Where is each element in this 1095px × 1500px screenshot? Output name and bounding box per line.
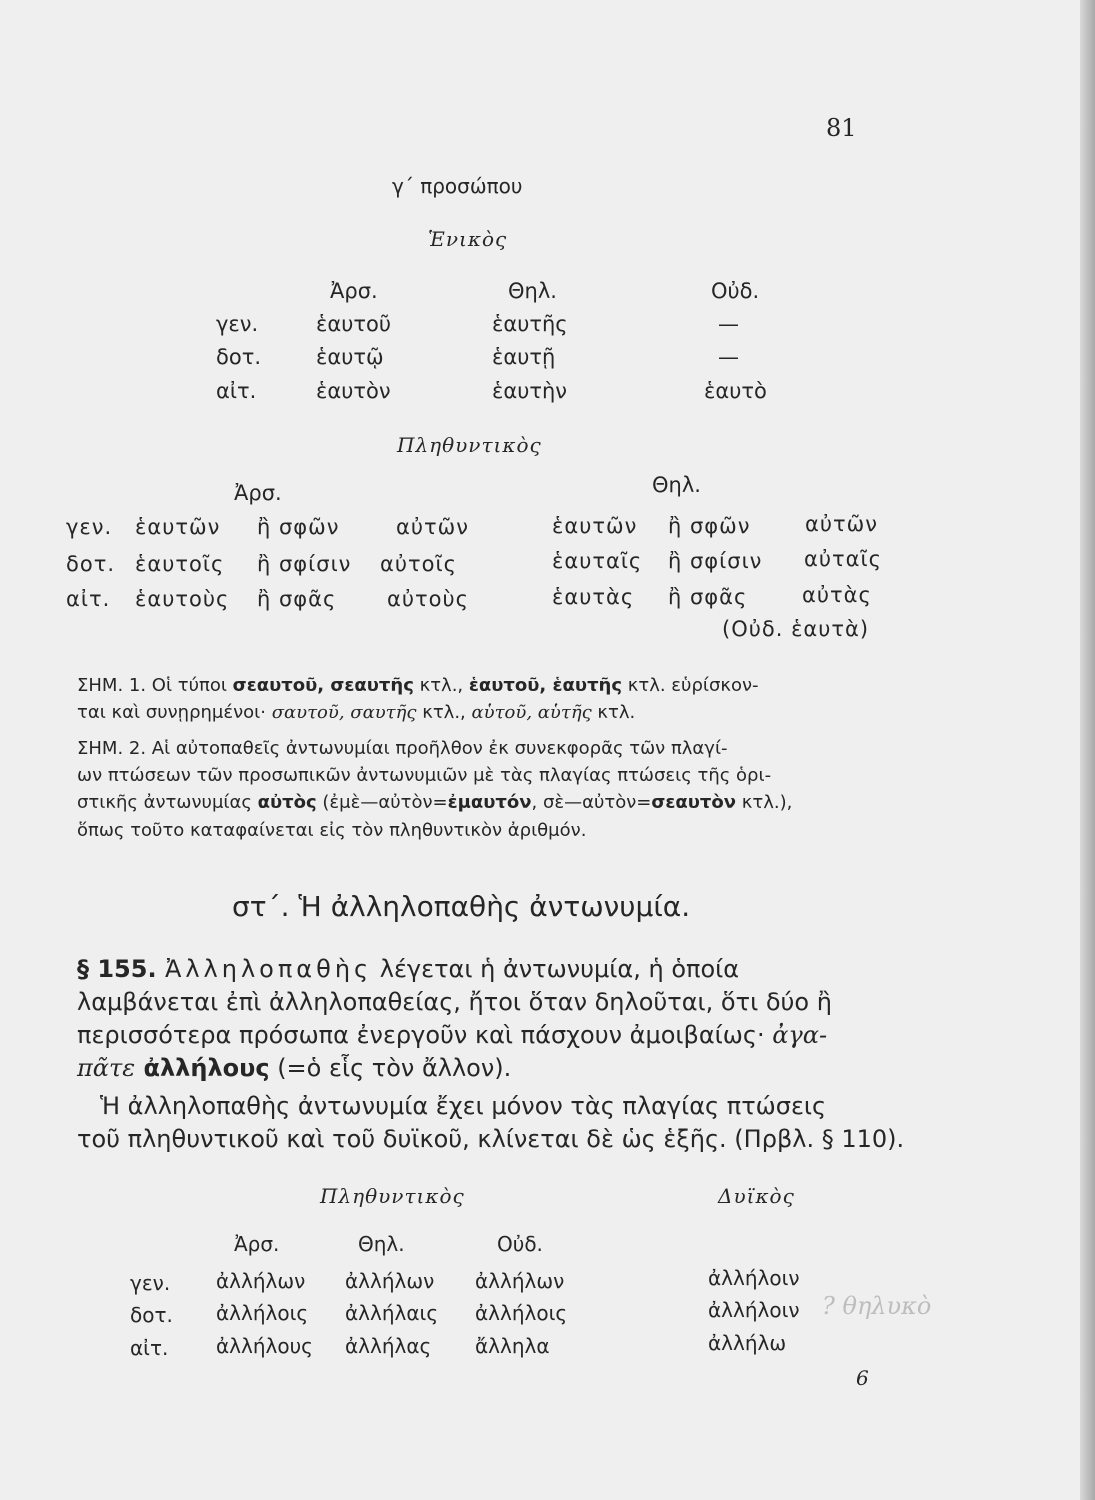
table-cell: ἢ σφᾶς [668,585,748,609]
case-label: αἰτ. [66,587,111,611]
table-cell: ἢ σφῶν [257,515,340,539]
table-cell: αὐτοῖς [380,552,457,576]
table-cell: αὐτὰς [802,583,872,607]
paragraph-155-line-1: § 155. Ἀλληλοπαθὴς λέγεται ἡ ἀντωνυμία, ἡ ὁποία [77,955,740,983]
table-cell: αὐτῶν [396,515,469,539]
table-cell: ἀλλήλοις [216,1301,309,1325]
case-label: δοτ. [66,552,116,576]
table-cell: — [718,345,739,369]
table-cell: αὐταῖς [804,547,882,571]
table-cell: αὐτοὺς [387,587,469,611]
paragraph-155-line-3: περισσότερα πρόσωπα ἐνεργοῦν καὶ πάσχουν ἀμοιβαίως· ἀγα- [77,1021,828,1049]
table-cell: ἀλλήλων [345,1269,435,1293]
table-cell: ἑαυτῇ [492,345,556,369]
page-edge [1080,0,1095,1500]
table-cell: ἢ σφίσιν [668,549,763,573]
table-cell: ἀλλήλαις [345,1301,439,1325]
table-cell: ἑαυτοῖς [135,552,225,576]
paragraph-2-line-2: τοῦ πληθυντικοῦ καὶ τοῦ δυϊκοῦ, κλίνεται δὲ ὡς ἑξῆς. (Πρβλ. § 110). [77,1125,905,1153]
table-cell: ἀλλήλων [216,1269,306,1293]
paragraph-2-line-1: Ἡ ἀλληλοπαθὴς ἀντωνυμία ἔχει μόνον τὰς πλαγίας πτώσεις [100,1092,827,1120]
table-cell: ἑαυτοὺς [135,587,230,611]
section-heading-reciprocal: στ΄. Ἡ ἀλληλοπαθὴς ἀντωνυμία. [232,890,691,923]
table-cell: ἄλληλα [475,1334,550,1358]
header-masculine: Ἀρσ. [330,279,378,303]
table-cell: ἑαυτὸν [316,379,391,403]
case-label: γεν. [216,312,259,336]
table-cell: ἑαυτῆς [492,312,568,336]
pencil-annotation: ? θηλυκὸ [822,1292,932,1320]
singular-title: Ἑνικὸς [428,227,508,251]
section-title-third-person: γ΄ προσώπου [392,174,523,198]
table-cell: — [718,312,739,336]
case-label: αἰτ. [216,379,257,403]
header-masculine-plural: Ἀρσ. [234,481,282,505]
header-feminine-plural: Θηλ. [652,473,701,497]
reciprocal-plural-title: Πληθυντικὸς [320,1184,465,1208]
header-feminine: Θηλ. [508,279,557,303]
page-number: 81 [826,114,857,142]
header-feminine: Θηλ. [358,1232,405,1256]
case-label: δοτ. [216,345,262,369]
table-cell: ἀλλήλω [708,1331,787,1355]
header-masculine: Ἀρσ. [234,1232,280,1256]
table-cell: ἑαυτὸ [704,379,767,403]
table-cell: ἑαυτὰς [552,585,635,609]
header-neuter: Οὐδ. [497,1232,543,1256]
note-2-line-4: ὅπως τοῦτο καταφαίνεται εἰς τὸν πληθυντικὸν ἀριθμόν. [77,820,587,841]
note-2-line-3: στικῆς ἀντωνυμίας αὐτὸς (ἐμὲ—αὐτὸν=ἐμαυτόν, σὲ—αὐτὸν=σεαυτὸν κτλ.), [77,792,793,813]
table-cell: ἢ σφίσιν [257,552,352,576]
paragraph-155-line-4: πᾶτε ἀλλήλους (=ὁ εἷς τὸν ἄλλον). [77,1054,512,1082]
neuter-note: (Οὐδ. ἑαυτὰ) [722,617,870,641]
table-cell: ἀλλήλοις [475,1301,568,1325]
table-cell: ἑαυτῷ [316,345,384,369]
plural-title: Πληθυντικὸς [397,433,542,457]
table-cell: ἀλλήλοιν [708,1266,800,1290]
table-cell: αὐτῶν [805,512,878,536]
note-1-line-1: ΣΗΜ. 1. Οἱ τύποι σεαυτοῦ, σεαυτῆς κτλ., ἑαυτοῦ, ἑαυτῆς κτλ. εὑρίσκον- [77,675,759,696]
header-neuter: Οὐδ. [711,279,760,303]
note-1-line-2: ται καὶ συνῃρημένοι· σαυτοῦ, σαυτῆς κτλ., αὑτοῦ, αὑτῆς κτλ. [77,702,636,723]
table-cell: ἀλλήλων [475,1269,565,1293]
table-cell: ἀλλήλοιν [708,1298,800,1322]
table-cell: ἀλλήλους [216,1334,313,1358]
note-2-line-2: ων πτώσεων τῶν προσωπικῶν ἀντωνυμιῶν μὲ τὰς πλαγίας πτώσεις τῆς ὁρι- [77,765,772,786]
table-cell: ἑαυτὴν [492,379,568,403]
paragraph-155-line-2: λαμβάνεται ἐπὶ ἀλληλοπαθείας, ἤτοι ὅταν δηλοῦται, ὅτι δύο ἢ [77,988,832,1016]
table-cell: ἢ σφᾶς [257,587,337,611]
table-cell: ἢ σφῶν [668,514,751,538]
note-2-line-1: ΣΗΜ. 2. Αἱ αὐτοπαθεῖς ἀντωνυμίαι προῆλθον ἐκ συνεκφορᾶς τῶν πλαγί- [77,738,728,759]
case-label: δοτ. [130,1303,173,1327]
signature-mark: 6 [856,1366,870,1390]
case-label: αἰτ. [130,1336,169,1360]
table-cell: ἑαυτῶν [552,514,638,538]
table-cell: ἑαυταῖς [552,549,643,573]
case-label: γεν. [130,1271,171,1295]
reciprocal-dual-title: Δυϊκὸς [718,1184,795,1208]
table-cell: ἑαυτῶν [135,515,221,539]
table-cell: ἑαυτοῦ [316,312,391,336]
table-cell: ἀλλήλας [345,1334,432,1358]
case-label: γεν. [66,515,113,539]
